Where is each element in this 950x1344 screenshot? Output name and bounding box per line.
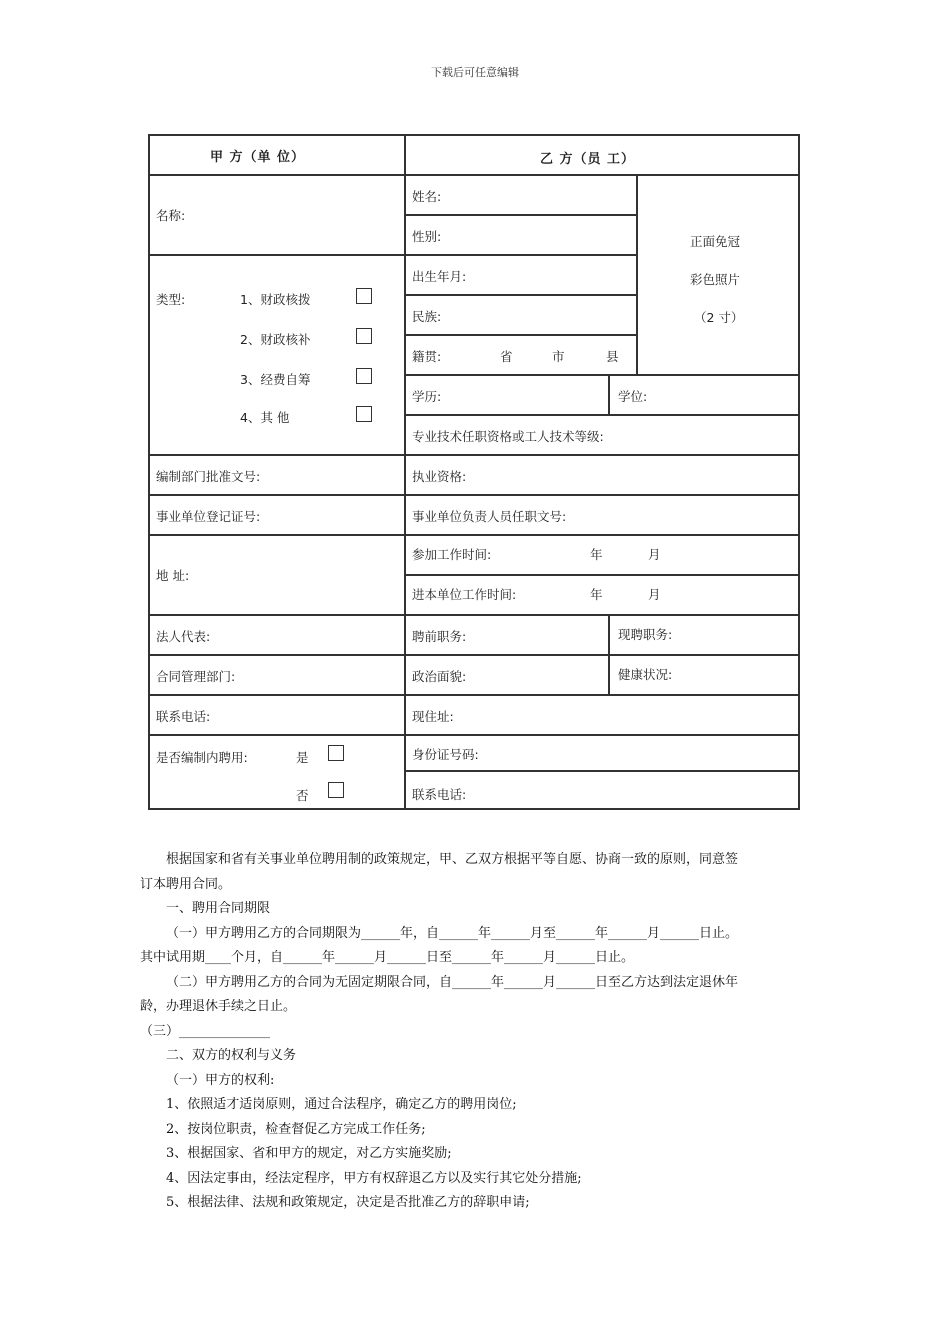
within-quota-no-label: 否 bbox=[296, 788, 309, 803]
section-1-title: 一、聘用合同期限 bbox=[166, 901, 271, 916]
type-option-4-checkbox[interactable] bbox=[356, 406, 372, 422]
employee-native-label: 籍贯: bbox=[412, 349, 442, 364]
within-quota-yes-checkbox[interactable] bbox=[328, 745, 344, 761]
table-divider-middle bbox=[404, 134, 406, 810]
term-fixed-line-2: 其中试用期____个月，自______年______月______日至______年______月______日止。 bbox=[140, 950, 635, 965]
intro-line-1: 根据国家和省有关事业单位聘用制的政策规定，甲、乙双方根据平等自愿、协商一致的原则，同意签 bbox=[166, 852, 739, 867]
employee-phone-label: 联系电话: bbox=[412, 787, 467, 802]
row-line bbox=[148, 614, 405, 616]
party-a-rights-title: （一）甲方的权利: bbox=[166, 1072, 275, 1088]
row-line bbox=[404, 294, 638, 296]
type-option-3-checkbox[interactable] bbox=[356, 368, 372, 384]
work-start-month-label: 月 bbox=[648, 547, 661, 562]
tech-qualification-label: 专业技术任职资格或工人技术等级: bbox=[412, 429, 604, 444]
rights-item: 2、按岗位职责，检查督促乙方完成工作任务; bbox=[166, 1121, 426, 1137]
within-quota-yes-label: 是 bbox=[296, 750, 309, 765]
row-line bbox=[404, 494, 800, 496]
head-appointment-doc-label: 事业单位负责人员任职文号: bbox=[412, 509, 567, 524]
row-line bbox=[404, 214, 638, 216]
row-line bbox=[148, 694, 405, 696]
row-line bbox=[148, 254, 405, 256]
row-line bbox=[404, 734, 800, 736]
row-line bbox=[404, 374, 800, 376]
type-option-3-label: 3、经费自筹 bbox=[240, 372, 311, 387]
unit-start-month-label: 月 bbox=[648, 587, 661, 602]
rights-item: 3、根据国家、省和甲方的规定，对乙方实施奖励; bbox=[166, 1146, 452, 1161]
personnel-form-table bbox=[148, 134, 800, 810]
row-line bbox=[404, 454, 800, 456]
unit-phone-label: 联系电话: bbox=[156, 709, 211, 724]
table-border-bottom bbox=[148, 808, 800, 810]
within-quota-no-checkbox[interactable] bbox=[328, 782, 344, 798]
row-line bbox=[404, 414, 800, 416]
contract-dept-label: 合同管理部门: bbox=[156, 669, 236, 684]
rights-item: 4、因法定事由，经法定程序，甲方有权辞退乙方以及实行其它处分措施; bbox=[166, 1170, 582, 1186]
work-start-label: 参加工作时间: bbox=[412, 547, 492, 562]
type-option-4-label: 4、其 他 bbox=[240, 410, 290, 425]
table-border-right bbox=[798, 134, 800, 810]
intro-line-2: 订本聘用合同。 bbox=[140, 876, 232, 892]
row-line bbox=[404, 654, 800, 656]
native-city-label: 市 bbox=[552, 349, 565, 364]
unit-start-year-label: 年 bbox=[590, 587, 603, 602]
unit-start-label: 进本单位工作时间: bbox=[412, 587, 517, 602]
approval-no-label: 编制部门批准文号: bbox=[156, 469, 261, 484]
unit-name-label: 名称: bbox=[156, 208, 186, 223]
employee-birth-label: 出生年月: bbox=[412, 269, 467, 284]
row-line bbox=[404, 694, 800, 696]
row-line bbox=[148, 734, 405, 736]
previous-post-label: 聘前职务: bbox=[412, 629, 467, 644]
legal-rep-label: 法人代表: bbox=[156, 629, 211, 644]
term-open-line-2: 龄，办理退休手续之日止。 bbox=[140, 999, 297, 1014]
degree-cell-divider bbox=[608, 374, 610, 415]
education-label: 学历: bbox=[412, 389, 442, 404]
table-border-top bbox=[148, 134, 800, 136]
within-quota-label: 是否编制内聘用: bbox=[156, 750, 248, 765]
party-a-header: 甲 方（单 位） bbox=[210, 150, 306, 165]
row-line bbox=[148, 494, 405, 496]
employee-address-label: 现住址: bbox=[412, 709, 454, 724]
practice-qualification-label: 执业资格: bbox=[412, 469, 467, 484]
work-start-year-label: 年 bbox=[590, 547, 603, 562]
unit-type-label: 类型: bbox=[156, 292, 186, 307]
row-line bbox=[404, 614, 800, 616]
employee-gender-label: 性别: bbox=[412, 229, 442, 244]
row-line bbox=[148, 654, 405, 656]
type-option-2-label: 2、财政核补 bbox=[240, 332, 311, 347]
photo-text-line-3: （2 寸） bbox=[694, 310, 744, 325]
registration-no-label: 事业单位登记证号: bbox=[156, 509, 261, 524]
row-line bbox=[404, 770, 800, 772]
row-line bbox=[404, 574, 800, 576]
page-header-note: 下载后可任意编辑 bbox=[431, 66, 519, 79]
row-line bbox=[404, 534, 800, 536]
row-line bbox=[404, 174, 800, 176]
type-option-1-label: 1、财政核拨 bbox=[240, 292, 311, 307]
health-status-label: 健康状况: bbox=[618, 667, 673, 682]
row-line bbox=[404, 334, 638, 336]
type-option-2-checkbox[interactable] bbox=[356, 328, 372, 344]
political-status-label: 政治面貌: bbox=[412, 669, 467, 684]
section-2-title: 二、双方的权利与义务 bbox=[166, 1048, 297, 1063]
employee-ethnic-label: 民族: bbox=[412, 309, 442, 324]
rights-item: 5、根据法律、法规和政策规定，决定是否批准乙方的辞职申请; bbox=[166, 1195, 530, 1210]
rights-item: 1、依照适才适岗原则，通过合法程序，确定乙方的聘用岗位; bbox=[166, 1097, 517, 1112]
table-border-left bbox=[148, 134, 150, 810]
photo-text-line-1: 正面免冠 bbox=[690, 234, 741, 249]
degree-label: 学位: bbox=[618, 389, 648, 404]
row-line bbox=[148, 454, 405, 456]
row-line bbox=[148, 534, 405, 536]
photo-text-line-2: 彩色照片 bbox=[690, 272, 741, 287]
term-fixed-line-1: （一）甲方聘用乙方的合同期限为______年，自______年______月至______年______月______日止。 bbox=[166, 925, 739, 941]
term-other: （三）______________ bbox=[140, 1023, 271, 1039]
party-b-header: 乙 方（员 工） bbox=[540, 152, 636, 167]
photo-cell-divider bbox=[636, 174, 638, 375]
row-line bbox=[148, 174, 405, 176]
id-number-label: 身份证号码: bbox=[412, 747, 479, 762]
native-county-label: 县 bbox=[606, 349, 619, 364]
unit-address-label: 地 址: bbox=[156, 568, 190, 583]
current-post-label: 现聘职务: bbox=[618, 627, 673, 642]
native-province-label: 省 bbox=[500, 349, 513, 364]
term-open-line-1: （二）甲方聘用乙方的合同为无固定期限合同，自______年______月______日至乙方达到法定退休年 bbox=[166, 974, 739, 990]
post-cell-divider bbox=[608, 614, 610, 695]
employee-name-label: 姓名: bbox=[412, 189, 442, 204]
type-option-1-checkbox[interactable] bbox=[356, 288, 372, 304]
row-line bbox=[404, 254, 638, 256]
contract-body-text bbox=[140, 848, 802, 1216]
